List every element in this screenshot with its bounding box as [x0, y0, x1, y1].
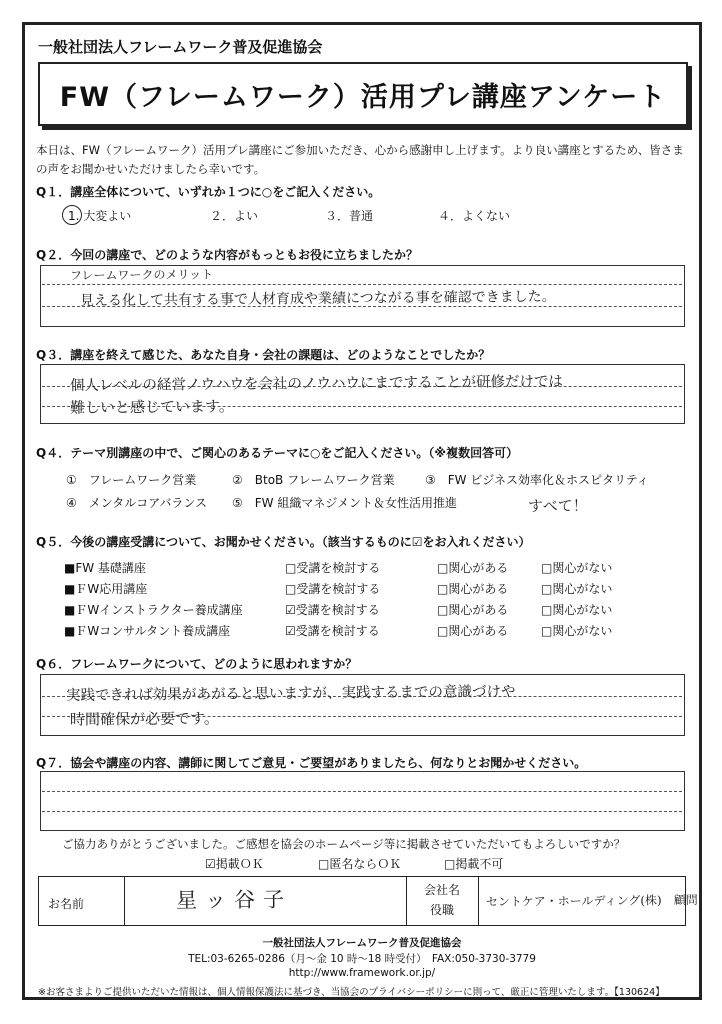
q5-course-4: ■ＦWコンサルタント養成講座 — [64, 624, 231, 638]
q4-answer: すべて！ — [527, 496, 588, 516]
q6-answer-line-2: 時間確保が必要です。 — [69, 709, 219, 729]
q5-course-1-consider[interactable]: □受講を検討する — [285, 561, 381, 575]
consent-option-no[interactable]: □掲載不可 — [444, 857, 504, 871]
q7-label: Q７．協会や講座の内容、講師に関してご意見・ご要望がありましたら、何なりとお聞かせください。 — [36, 756, 587, 770]
q3-answer-line-1: 個人レベルの経営ノウハウを会社のノウハウにまですることが研修だけでは — [69, 373, 564, 395]
q5-course-1-not-interested[interactable]: □関心がない — [541, 561, 613, 575]
q4-label: Q４．テーマ別講座の中で、ご関心のあるテーマに○をご記入ください。（※複数回答可） — [36, 446, 519, 460]
org-name: 一般社団法人フレームワーク普及促進協会 — [38, 38, 323, 56]
q5-course-1-interested[interactable]: □関心がある — [437, 561, 509, 575]
q5-course-4-not-interested[interactable]: □関心がない — [541, 624, 613, 638]
intro-text: 本日は、FW（フレームワーク）活用プレ講座にご参加いただき、心から感謝申し上げます。より良い講座とするため、皆さまの声をお聞かせいただけましたら幸いです。 — [36, 143, 684, 176]
q1-option-4[interactable]: ４．よくない — [438, 209, 511, 223]
consent-option-anonymous[interactable]: □匿名ならＯＫ — [318, 857, 402, 871]
title-box — [38, 62, 688, 126]
q5-course-2-consider[interactable]: □受講を検討する — [285, 582, 381, 596]
company-label: 会社名 — [423, 883, 460, 897]
q1-option-2[interactable]: ２．よい — [210, 209, 259, 223]
footer-contact: TEL:03-6265-0286（月～金 10 時～18 時受付） FAX:050-3730-3779 — [188, 953, 536, 965]
q5-course-2-interested[interactable]: □関心がある — [437, 582, 509, 596]
consent-option-ok[interactable]: ☑掲載ＯＫ — [205, 857, 264, 871]
q5-course-3-consider[interactable]: ☑受講を検討する — [285, 603, 380, 617]
q5-course-2-not-interested[interactable]: □関心がない — [541, 582, 613, 596]
q3-label: Q３．講座を終えて感じた、あなた自身・会社の課題は、どのようなことでしたか？ — [36, 348, 491, 362]
q2-label: Q２．今回の講座で、どのような内容がもっともお役に立ちましたか？ — [36, 248, 418, 262]
q5-course-3-not-interested[interactable]: □関心がない — [541, 603, 613, 617]
q3-answer-line-2: 難しいと感じています。 — [69, 397, 234, 417]
footer-org: 一般社団法人フレームワーク普及促進協会 — [262, 937, 462, 949]
q5-course-2: ■ＦW応用講座 — [64, 582, 148, 596]
q2-rule-1 — [42, 284, 682, 285]
company-value: セントケア・ホールディング(株) 顧問 — [485, 893, 698, 909]
q6-label: Q６．フレームワークについて、どのように思われますか？ — [36, 657, 358, 671]
consent-question: ご協力ありがとうございました。ご感想を協会のホームページ等に掲載させていただいてもよろしいですか？ — [62, 837, 626, 851]
q2-answer-line-2: 見える化して共有する事で人材育成や業績につながる事を確認できました。 — [79, 288, 556, 310]
q5-course-4-interested[interactable]: □関心がある — [437, 624, 509, 638]
q5-course-1: ■FW 基礎講座 — [64, 561, 146, 575]
q4-item-3[interactable]: ③ FW ビジネス効率化＆ホスピタリティ — [425, 473, 649, 487]
q7-rule-2 — [42, 811, 682, 812]
q7-answer-box[interactable] — [40, 771, 685, 831]
q1-label: Q１．講座全体について、いずれか１つに○をご記入ください。 — [36, 185, 381, 199]
q1-option-1[interactable]: 1. 大変よい — [68, 209, 132, 223]
footer-url[interactable]: http://www.framework.or.jp/ — [288, 967, 436, 979]
q6-answer-line-1: 実践できれば効果があがると思いますが、実践するまでの意識づけや — [65, 684, 516, 704]
q7-rule-1 — [42, 791, 682, 792]
q4-item-1[interactable]: ① フレームワーク営業 — [66, 473, 197, 487]
q5-label: Q５．今後の講座受講について、お聞かせください。（該当するものに☑をお入れください） — [36, 535, 531, 549]
footer-privacy: ※お客さまよりご提供いただいた情報は、個人情報保護法に基づき、当協会のプライバシーポリシーに則って、厳正に管理いたします。【130624】 — [38, 987, 665, 998]
q5-course-3: ■ＦWインストラクター養成講座 — [64, 603, 243, 617]
q1-option-3[interactable]: ３．普通 — [325, 209, 374, 223]
q4-item-4[interactable]: ④ メンタルコアバランス — [66, 496, 207, 510]
q4-item-5[interactable]: ⑤ FW 組織マネジメント＆女性活用推進 — [232, 496, 457, 510]
q2-answer-line-1: フレームワークのメリット — [69, 267, 214, 283]
page-title: FW（フレームワーク）活用プレ講座アンケート — [59, 81, 667, 113]
role-label: 役職 — [429, 903, 454, 917]
name-value: 星ッ谷子 — [175, 887, 293, 913]
q5-course-4-consider[interactable]: ☑受講を検討する — [285, 624, 380, 638]
name-label: お名前 — [48, 897, 85, 911]
q4-item-2[interactable]: ② BtoB フレームワーク営業 — [232, 473, 395, 487]
q5-course-3-interested[interactable]: □関心がある — [437, 603, 509, 617]
